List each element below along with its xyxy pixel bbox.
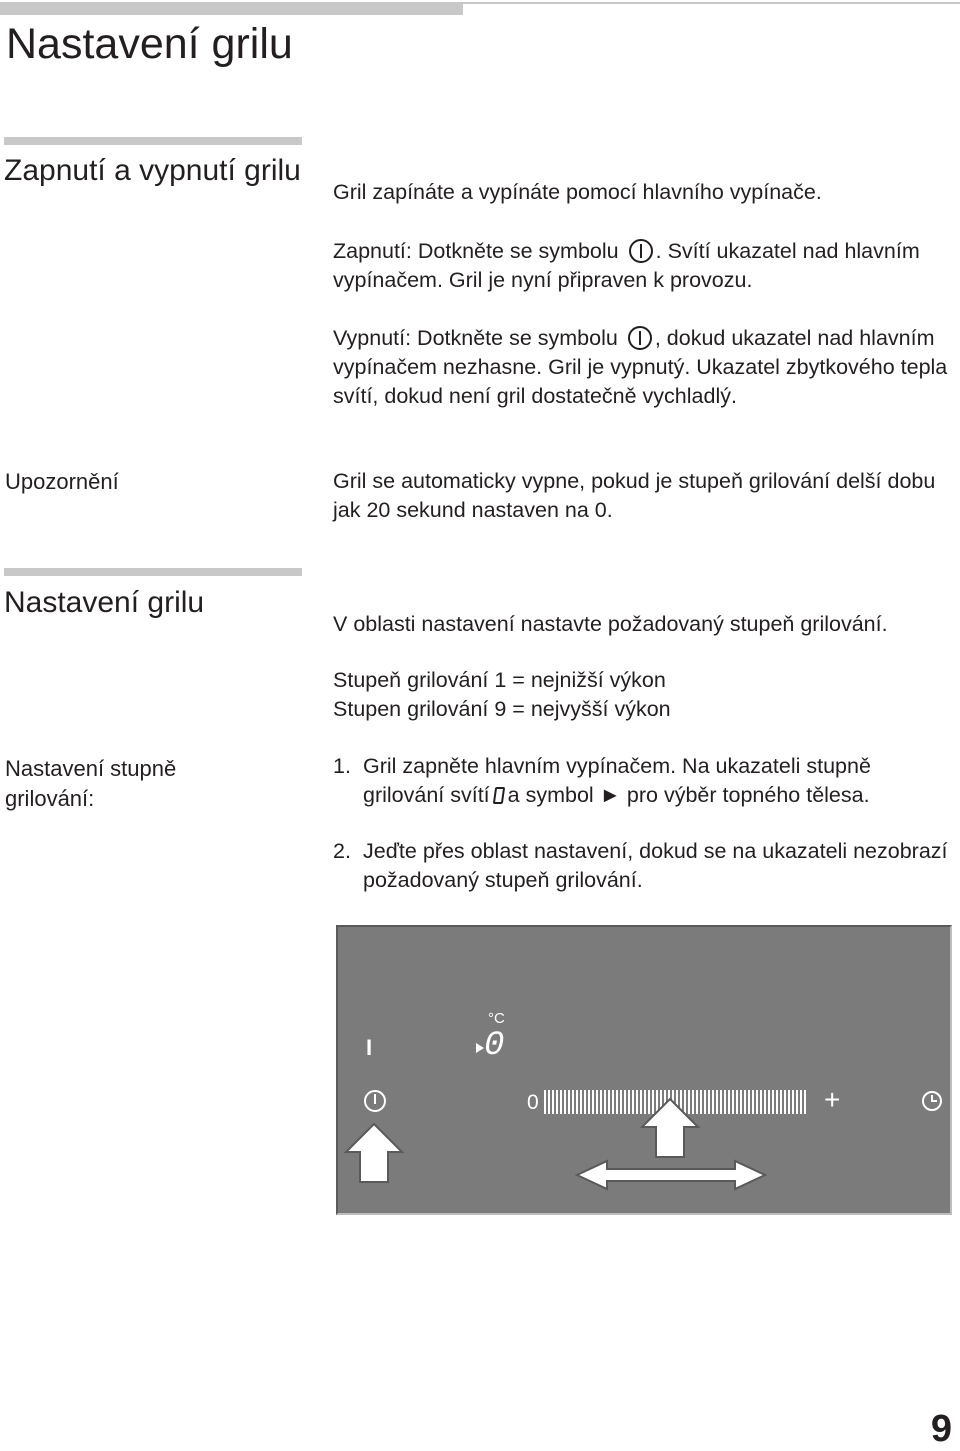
set-level-label: Nastavení stupně grilování: bbox=[5, 756, 177, 811]
timer-icon[interactable] bbox=[921, 1090, 943, 1112]
control-panel-illustration bbox=[336, 925, 952, 1215]
slider-min-label: 0 bbox=[527, 1091, 539, 1114]
power-symbol-icon bbox=[629, 239, 653, 263]
arrow-left-right-icon bbox=[575, 1159, 767, 1191]
level-max-text: Stupen grilování 9 = nejvyšší výkon bbox=[333, 697, 671, 721]
segment-zero-icon bbox=[492, 787, 504, 804]
step-number: 1. bbox=[333, 754, 351, 778]
section-rule bbox=[4, 568, 302, 576]
header-rule-thin bbox=[463, 2, 960, 4]
step-text: Jeďte přes oblast nastavení, dokud se na ukazateli nezobrazí požadovaný stupeň grilování. bbox=[363, 839, 948, 892]
level-min-text: Stupeň grilování 1 = nejnižší výkon bbox=[333, 668, 666, 692]
step-text bbox=[363, 752, 953, 810]
step-text-part: a symbol ► pro výběr topného tělesa. bbox=[507, 783, 870, 807]
set-intro-text: V oblasti nastavení nastavte požadovaný stupeň grilování. bbox=[333, 612, 888, 636]
switch-on-rest: . Svítí ukazatel nad hlavním vypínačem. Gril je nyní připraven k provozu. bbox=[333, 239, 920, 292]
level-display: 0 bbox=[484, 1027, 505, 1065]
page-title: Nastavení grilu bbox=[6, 20, 293, 68]
switch-off-text bbox=[333, 324, 953, 411]
note-text: Gril se automaticky vypne, pokud je stupeň grilování delší dobu jak 20 sekund nastaven na 0. bbox=[333, 469, 936, 522]
arrow-up-icon bbox=[343, 1122, 405, 1184]
section-rule bbox=[4, 137, 302, 145]
temperature-unit: °C bbox=[488, 1010, 505, 1027]
step-number: 2. bbox=[333, 839, 351, 863]
slider-plus-label[interactable]: + bbox=[824, 1084, 841, 1115]
step-2 bbox=[333, 837, 953, 895]
step-text-part: Gril zapněte hlavním vypínačem. Na ukazateli stupně grilování svítí bbox=[363, 754, 871, 807]
page-number: 9 bbox=[930, 1408, 952, 1450]
section-heading-on-off: Zapnutí a vypnutí grilu bbox=[4, 154, 301, 187]
note-label: Upozornění bbox=[5, 469, 119, 494]
intro-text: Gril zapínáte a vypínáte pomocí hlavního vypínače. bbox=[333, 180, 822, 204]
switch-off-label: Vypnutí: Dotkněte se symbolu bbox=[333, 326, 618, 350]
switch-on-label: Zapnutí: Dotkněte se symbolu bbox=[333, 239, 619, 263]
power-icon[interactable] bbox=[363, 1089, 387, 1113]
step-1 bbox=[333, 752, 953, 810]
section-heading-grill: Nastavení grilu bbox=[4, 586, 205, 619]
switch-off-rest: , dokud ukazatel nad hlavním vypínačem nezhasne. Gril je vypnutý. Ukazatel zbytkového tepla svítí, dokud není gril dostatečně vychladlý. bbox=[333, 326, 948, 408]
header-rule bbox=[0, 2, 463, 15]
arrow-up-icon bbox=[639, 1097, 701, 1159]
switch-on-text bbox=[333, 237, 953, 295]
power-indicator: I bbox=[366, 1035, 373, 1060]
power-symbol-icon bbox=[628, 326, 652, 350]
play-triangle-icon bbox=[476, 1043, 484, 1053]
